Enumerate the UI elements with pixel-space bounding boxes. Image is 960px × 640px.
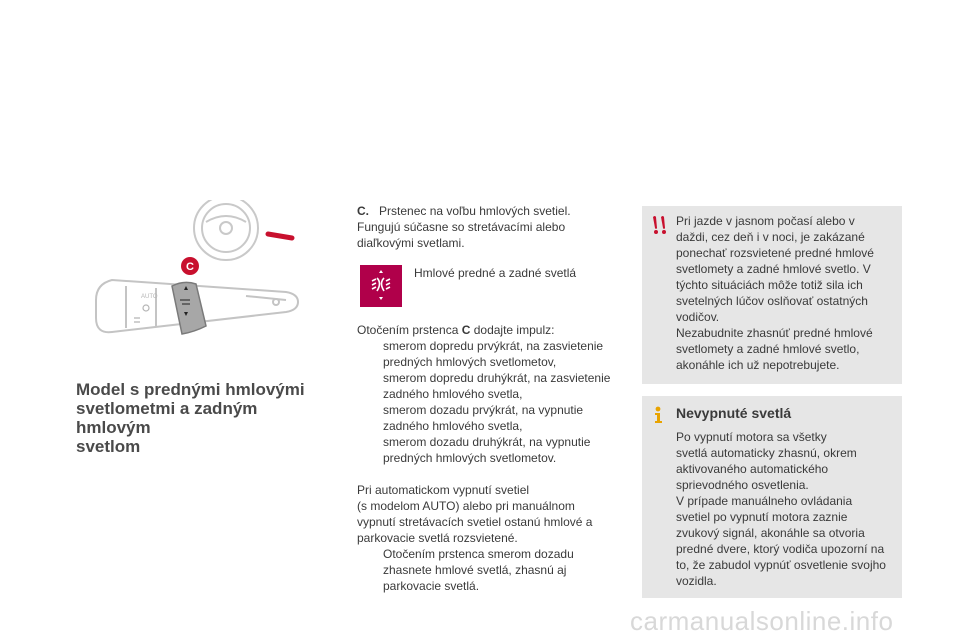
stalk-illustration (86, 200, 326, 360)
list-item: smerom dopredu prvýkrát, na zasvietenie predných hmlových svetlometov, (383, 339, 604, 369)
fog-lights-icon (360, 265, 402, 307)
ring-c-description (357, 203, 617, 251)
warning-text: Pri jazde v jasnom počasí alebo v daždi, cez deň i v noci, je zakázané ponechať rozsvietené predné hmlové svetlomety a zadné hmlové svetlo. V týchto situáciách môže totiž sila ich svetelných lúčov oslňovať ostatných vodičov. Nezabudnite zhasnúť predné hmlové svetlomety a zadné hmlové svetlo, akonáhle ich už nepotrebujete. (676, 214, 874, 372)
info-text: Po vypnutí motora sa všetky svetlá automaticky zhasnú, okrem aktivovaného automatického sprievodného osvetlenia. V prípade manuálneho ovládania svetiel po vypnutí motora zaznie zvukový signál, akonáhle sa otvoria predné dvere, ktorý vodiča upozorní na to, že zabudol vypnúť osvetlenie svojho vozidla. (676, 430, 886, 588)
fog-icon-caption: Hmlové predné a zadné svetlá (414, 266, 577, 280)
heading-line-3: svetlom (76, 437, 141, 456)
red-marker (268, 234, 292, 238)
badge-c-letter: C (186, 261, 194, 273)
list-item: smerom dozadu druhýkrát, na vypnutie predných hmlových svetlometov. (383, 435, 591, 465)
turn-list (357, 338, 617, 466)
info-title: Nevypnuté svetlá (676, 405, 792, 421)
auto-off-description: Pri automatickom vypnutí svetiel (s modelom AUTO) alebo pri manuálnom vypnutí stretávacích svetiel ostanú hmlové a parkovacie svetlá rozsvietené. Otočením prstenca smerom dozadu zhasnete hmlové svetlá, zhasnú aj parkovacie svetlá. (357, 482, 617, 594)
fog-ring (172, 282, 206, 334)
c-letter: C. (357, 204, 369, 218)
warning-box (642, 206, 902, 384)
info-box (642, 396, 902, 598)
c-line-2: Fungujú súčasne so stretávacími alebo (357, 220, 566, 234)
list-item: smerom dopredu druhýkrát, na zasvietenie zadného hmlového svetla, (383, 371, 611, 401)
c-line-3: diaľkovými svetlami. (357, 236, 465, 250)
list-item: Otočením prstenca smerom dozadu zhasnete hmlové svetlá, zhasnú aj parkovacie svetlá. (383, 547, 574, 593)
section-heading (76, 380, 336, 456)
steering-wheel (194, 200, 258, 260)
list-item: smerom dozadu prvýkrát, na vypnutie zadného hmlového svetla, (383, 403, 584, 433)
stalk-auto-label: AUTO (141, 294, 158, 300)
c-line-1: Prstenec na voľbu hmlových svetiel. (379, 204, 571, 218)
turn-instructions (357, 322, 617, 466)
heading-line-2: svetlometmi a zadným hmlovým (76, 399, 258, 437)
auto-list (357, 546, 617, 594)
warning-icon (648, 214, 670, 236)
info-icon (648, 405, 668, 425)
heading-line-1: Model s prednými hmlovými (76, 380, 305, 399)
watermark: carmanualsonline.info (630, 606, 894, 636)
turn-intro: Otočením prstenca C dodajte impulz: (357, 323, 555, 337)
